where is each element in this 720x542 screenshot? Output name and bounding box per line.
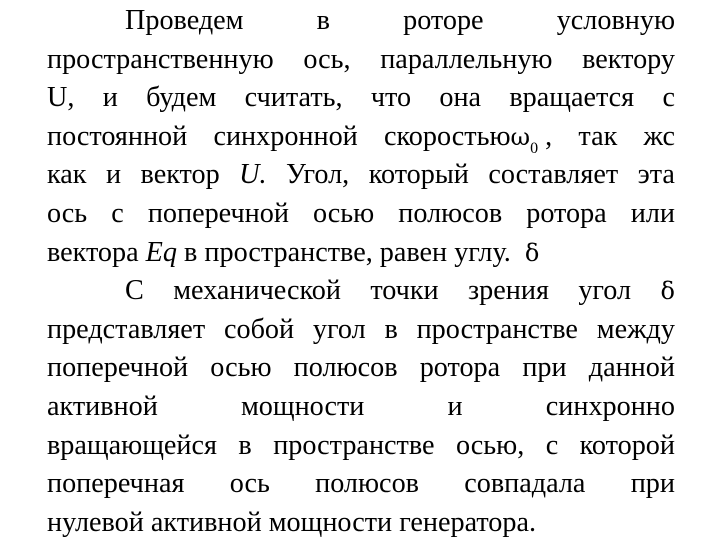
word: будем (146, 82, 217, 114)
word: скоростью (384, 120, 511, 152)
word: осью, (455, 429, 525, 461)
text-line (47, 427, 675, 466)
word: представляет (47, 313, 206, 345)
word: полюсов (315, 468, 419, 500)
word: вектор (140, 159, 220, 191)
word: мощности (240, 390, 365, 422)
text-run: в пространстве, равен углу. (184, 236, 511, 268)
word: синхронной (213, 120, 358, 152)
omega-subscript: 0 (530, 139, 539, 157)
word: с (545, 429, 559, 461)
punctuation: , (545, 120, 553, 152)
word: который (368, 159, 469, 191)
word: осью (313, 197, 375, 229)
word: поперечной (47, 352, 189, 384)
word: синхронно (545, 390, 675, 422)
word: механической (173, 275, 341, 307)
word: в (384, 313, 398, 345)
word: составляет (488, 159, 619, 191)
slide-body (47, 2, 675, 538)
word: зрения (468, 275, 549, 307)
word: Проведем (125, 5, 244, 36)
text-line (47, 195, 675, 234)
word: С (125, 275, 144, 307)
word: точки (370, 275, 439, 307)
paragraph-2 (47, 272, 675, 542)
word: вращается (509, 82, 635, 114)
word: что (370, 82, 412, 114)
text-line (47, 349, 675, 388)
word: при (630, 468, 675, 500)
word: которой (579, 429, 675, 461)
word: пространстве (416, 313, 578, 345)
text-line (47, 156, 675, 195)
word: вектору (582, 43, 675, 75)
word: как (47, 159, 87, 191)
word: роторе (403, 5, 484, 36)
word: с (662, 82, 675, 114)
text-run: нулевой активной мощности генератора. (47, 506, 537, 538)
word: эта (637, 159, 675, 191)
word: постоянной (47, 120, 188, 152)
word: и (102, 82, 118, 114)
word: так (578, 120, 618, 152)
word: поперечная (47, 468, 185, 500)
word: активной (47, 390, 158, 422)
vector-u-label: U, (47, 82, 75, 114)
delta-symbol: δ (660, 277, 675, 306)
text-line (47, 388, 675, 427)
word: поперечной (147, 197, 289, 229)
vector-eq-italic: Eq (145, 236, 177, 268)
word: и (447, 390, 463, 422)
word: совпадала (464, 468, 586, 500)
text-line (47, 41, 675, 80)
delta-symbol: δ (524, 238, 540, 267)
word: она (439, 82, 482, 114)
word: и (105, 159, 122, 191)
word: угол (312, 313, 366, 345)
word: условную (556, 5, 675, 36)
word: между (596, 313, 675, 345)
text-line (47, 234, 675, 273)
word: данной (588, 352, 675, 384)
word: ось (47, 197, 88, 229)
vector-u-italic: U. (239, 159, 267, 191)
word: вращающейся (47, 429, 217, 461)
text-line (47, 504, 675, 542)
word: Угол, (286, 159, 350, 191)
word: собой (223, 313, 295, 345)
text-line (47, 118, 675, 157)
word: жс (643, 120, 675, 152)
word: в (316, 5, 330, 36)
speed-term (384, 118, 552, 157)
word: полюсов (293, 352, 398, 384)
word: полюсов (398, 197, 503, 229)
text-line (47, 79, 675, 118)
text-line (47, 311, 675, 350)
word: пространстве (273, 429, 435, 461)
paragraph-1 (47, 2, 675, 272)
word: с (111, 197, 124, 229)
word: или (630, 197, 675, 229)
text-line (47, 465, 675, 504)
word: в (238, 429, 252, 461)
word: ось (229, 468, 270, 500)
word: вектора (47, 236, 139, 268)
word: при (522, 352, 567, 384)
omega-symbol: ω (510, 122, 531, 151)
word: ротора (526, 197, 607, 229)
word: параллельную (380, 43, 553, 75)
word: ось, (303, 43, 351, 75)
word: считать, (244, 82, 343, 114)
text-line (47, 2, 675, 41)
word: пространственную (47, 43, 274, 75)
word: ротора (419, 352, 501, 384)
word: угол (578, 275, 632, 307)
word: осью (210, 352, 272, 384)
text-line (47, 272, 675, 311)
